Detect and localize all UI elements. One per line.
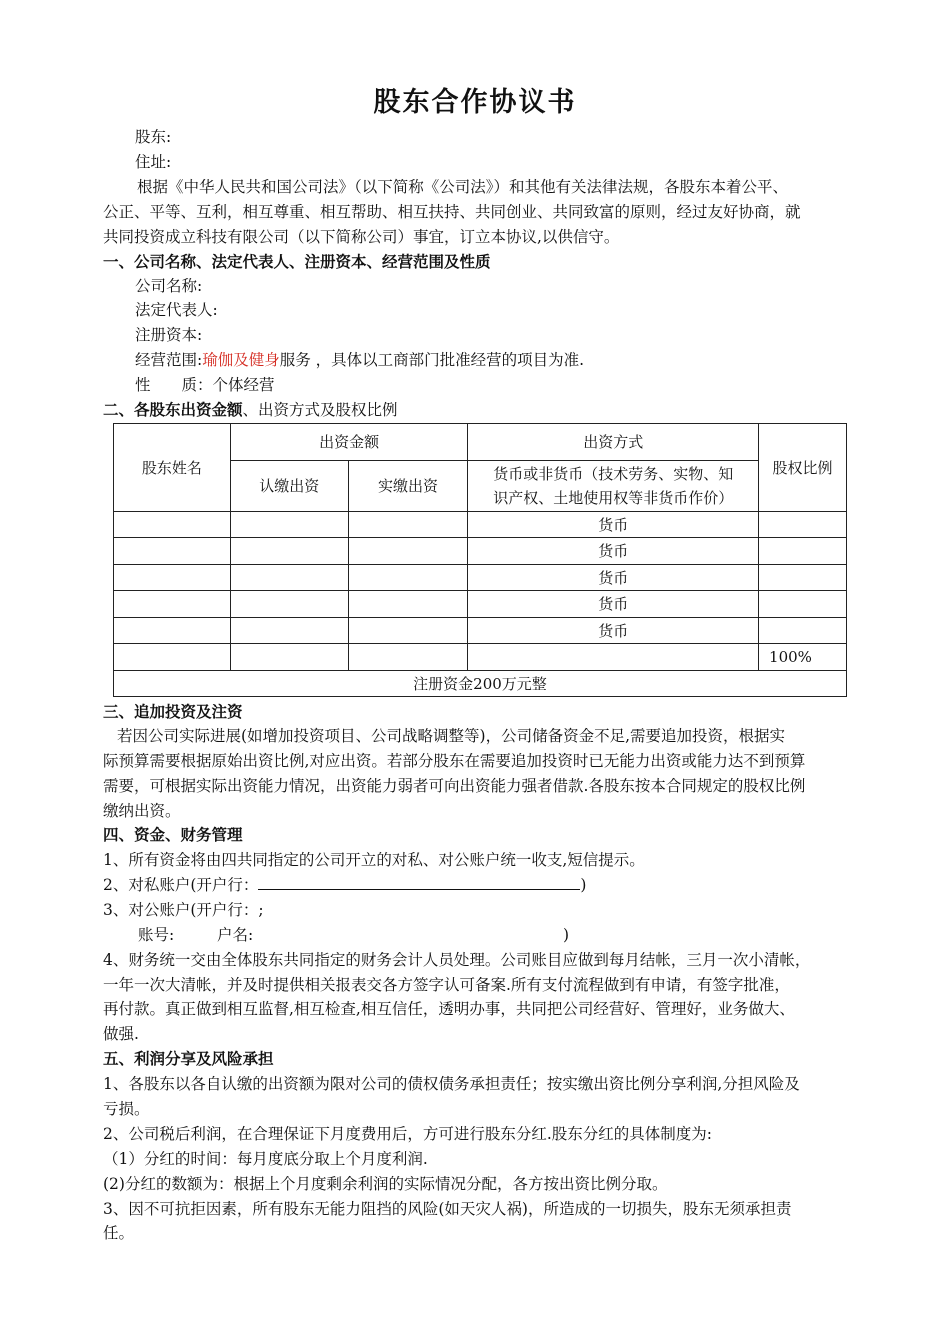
section-2-heading: [103, 398, 863, 423]
document-title: 股东合作协议书: [373, 87, 577, 118]
method-cell: 货币: [468, 591, 759, 618]
private-account-suffix: ): [580, 876, 587, 894]
table-footer-row: [114, 671, 847, 697]
method-detail-line: 识产权、土地使用权等非货币作价）: [493, 489, 734, 507]
equity-table: [113, 423, 847, 697]
section-3-line: 若因公司实际进展(如增加投资项目、公司战略调整等)，公司储备资金不足,需要追加投资，根据实: [117, 727, 786, 745]
header-method: 出资方式: [468, 424, 759, 461]
profit-item-2-2: (2)分红的数额为：根据上个月度剩余利润的实际情况分配，各方按出资比例分取。: [103, 1175, 668, 1193]
section-3-heading: 三、追加投资及注资: [103, 703, 243, 721]
account-number-label: 账号:: [138, 926, 175, 944]
scope-highlight: 瑜伽及健身: [202, 351, 280, 369]
table-row: [114, 591, 847, 618]
table-row: [114, 618, 847, 644]
legal-rep-label: 法定代表人:: [135, 301, 218, 319]
table-row: [114, 565, 847, 591]
header-ratio: 股权比例: [759, 424, 847, 512]
method-detail-line: 货币或非货币（技术劳务、实物、知: [493, 465, 734, 483]
finance-item-4-line: 再付款。真正做到相互监督,相互检查,相互信任，透明办事，共同把公司经营好、管理好，业务做大、: [103, 1000, 795, 1018]
company-nature: 性 质：个体经营: [135, 376, 275, 394]
header-amount: 出资金额: [230, 424, 468, 461]
finance-item-4-line: 一年一次大清帐，并及时提供相关报表交各方签字认可备案.所有支付流程做到有申请，有签字批准，: [103, 976, 790, 994]
finance-item-4-line: 做强.: [103, 1025, 139, 1043]
section-4-heading: 四、资金、财务管理: [103, 826, 243, 844]
section-1-heading: 一、公司名称、法定代表人、注册资本、经营范围及性质: [103, 253, 491, 271]
section-2-heading-bold: 二、各股东出资金额: [103, 401, 243, 419]
address-label: 住址:: [135, 153, 172, 171]
shareholder-label: 股东:: [135, 128, 172, 146]
registered-capital-total: 注册资金200万元整: [114, 671, 847, 697]
table-row-total: [114, 644, 847, 671]
scope-label: 经营范围:: [135, 351, 203, 369]
header-paid: 实缴出资: [348, 461, 468, 512]
profit-item-2-1: （1）分红的时间：每月度底分取上个月度利润.: [103, 1150, 428, 1168]
section-3-line: 际预算需要根据原始出资比例,对应出资。若部分股东在需要追加投资时已无能力出资或能力达不到预算: [103, 752, 806, 770]
company-name-label: 公司名称:: [135, 277, 203, 295]
account-close-paren: ): [563, 926, 570, 944]
method-cell: 货币: [468, 618, 759, 644]
section-3-line: 需要，可根据实际出资能力情况，出资能力弱者可向出资能力强者借款.各股东按本合同规定的股权比例: [103, 777, 806, 795]
profit-item-3-line: 3、因不可抗拒因素，所有股东无能力阻挡的风险(如天灾人祸)，所造成的一切损失，股东无须承担责: [103, 1200, 792, 1218]
profit-item-1-line: 1、各股东以各自认缴的出资额为限对公司的债权债务承担责任；按实缴出资比例分享利润,分担风险及: [103, 1075, 800, 1093]
section-3-line: 缴纳出资。: [103, 802, 181, 820]
table-row: [114, 512, 847, 538]
table-row: [114, 538, 847, 565]
total-ratio: 100%: [759, 644, 847, 671]
profit-item-3-line: 任。: [103, 1224, 135, 1242]
profit-item-2: 2、公司税后利润，在合理保证下月度费用后，方可进行股东分红.股东分红的具体制度为:: [103, 1125, 713, 1143]
finance-item-1: 1、所有资金将由四共同指定的公司开立的对私、对公账户统一收支,短信提示。: [103, 851, 645, 869]
intro-paragraph-line: 根据《中华人民共和国公司法》（以下简称《公司法》）和其他有关法律法规，各股东本着公平、: [137, 178, 789, 196]
private-account-blank: [258, 873, 580, 890]
header-method-detail: [468, 461, 759, 512]
business-scope: [135, 348, 895, 373]
method-cell: 货币: [468, 565, 759, 591]
section-2-heading-rest: 、出资方式及股权比例: [242, 401, 398, 419]
finance-item-2: [103, 873, 863, 898]
private-account-prefix: 2、对私账户(开户行：: [103, 876, 259, 894]
profit-item-1-line: 亏损。: [103, 1100, 150, 1118]
header-shareholder-name: 股东姓名: [114, 424, 231, 512]
method-cell: 货币: [468, 512, 759, 538]
intro-paragraph-line: 公正、平等、互利，相互尊重、相互帮助、相互扶持、共同创业、共同致富的原则，经过友好协商，就: [103, 203, 801, 221]
reg-capital-label: 注册资本:: [135, 326, 203, 344]
finance-item-4-line: 4、财务统一交由全体股东共同指定的财务会计人员处理。公司账目应做到每月结帐，三月一次小清帐，: [103, 951, 811, 969]
scope-rest: 服务 ，具体以工商部门批准经营的项目为准.: [279, 351, 585, 369]
header-subscribed: 认缴出资: [230, 461, 348, 512]
finance-item-3: 3、对公账户(开户行：;: [103, 901, 264, 919]
intro-paragraph-line: 共同投资成立科技有限公司（以下简称公司）事宜，订立本协议,以供信守。: [103, 228, 620, 246]
section-5-heading: 五、利润分享及风险承担: [103, 1050, 274, 1068]
account-name-label: 户名:: [217, 926, 254, 944]
method-cell: 货币: [468, 538, 759, 565]
